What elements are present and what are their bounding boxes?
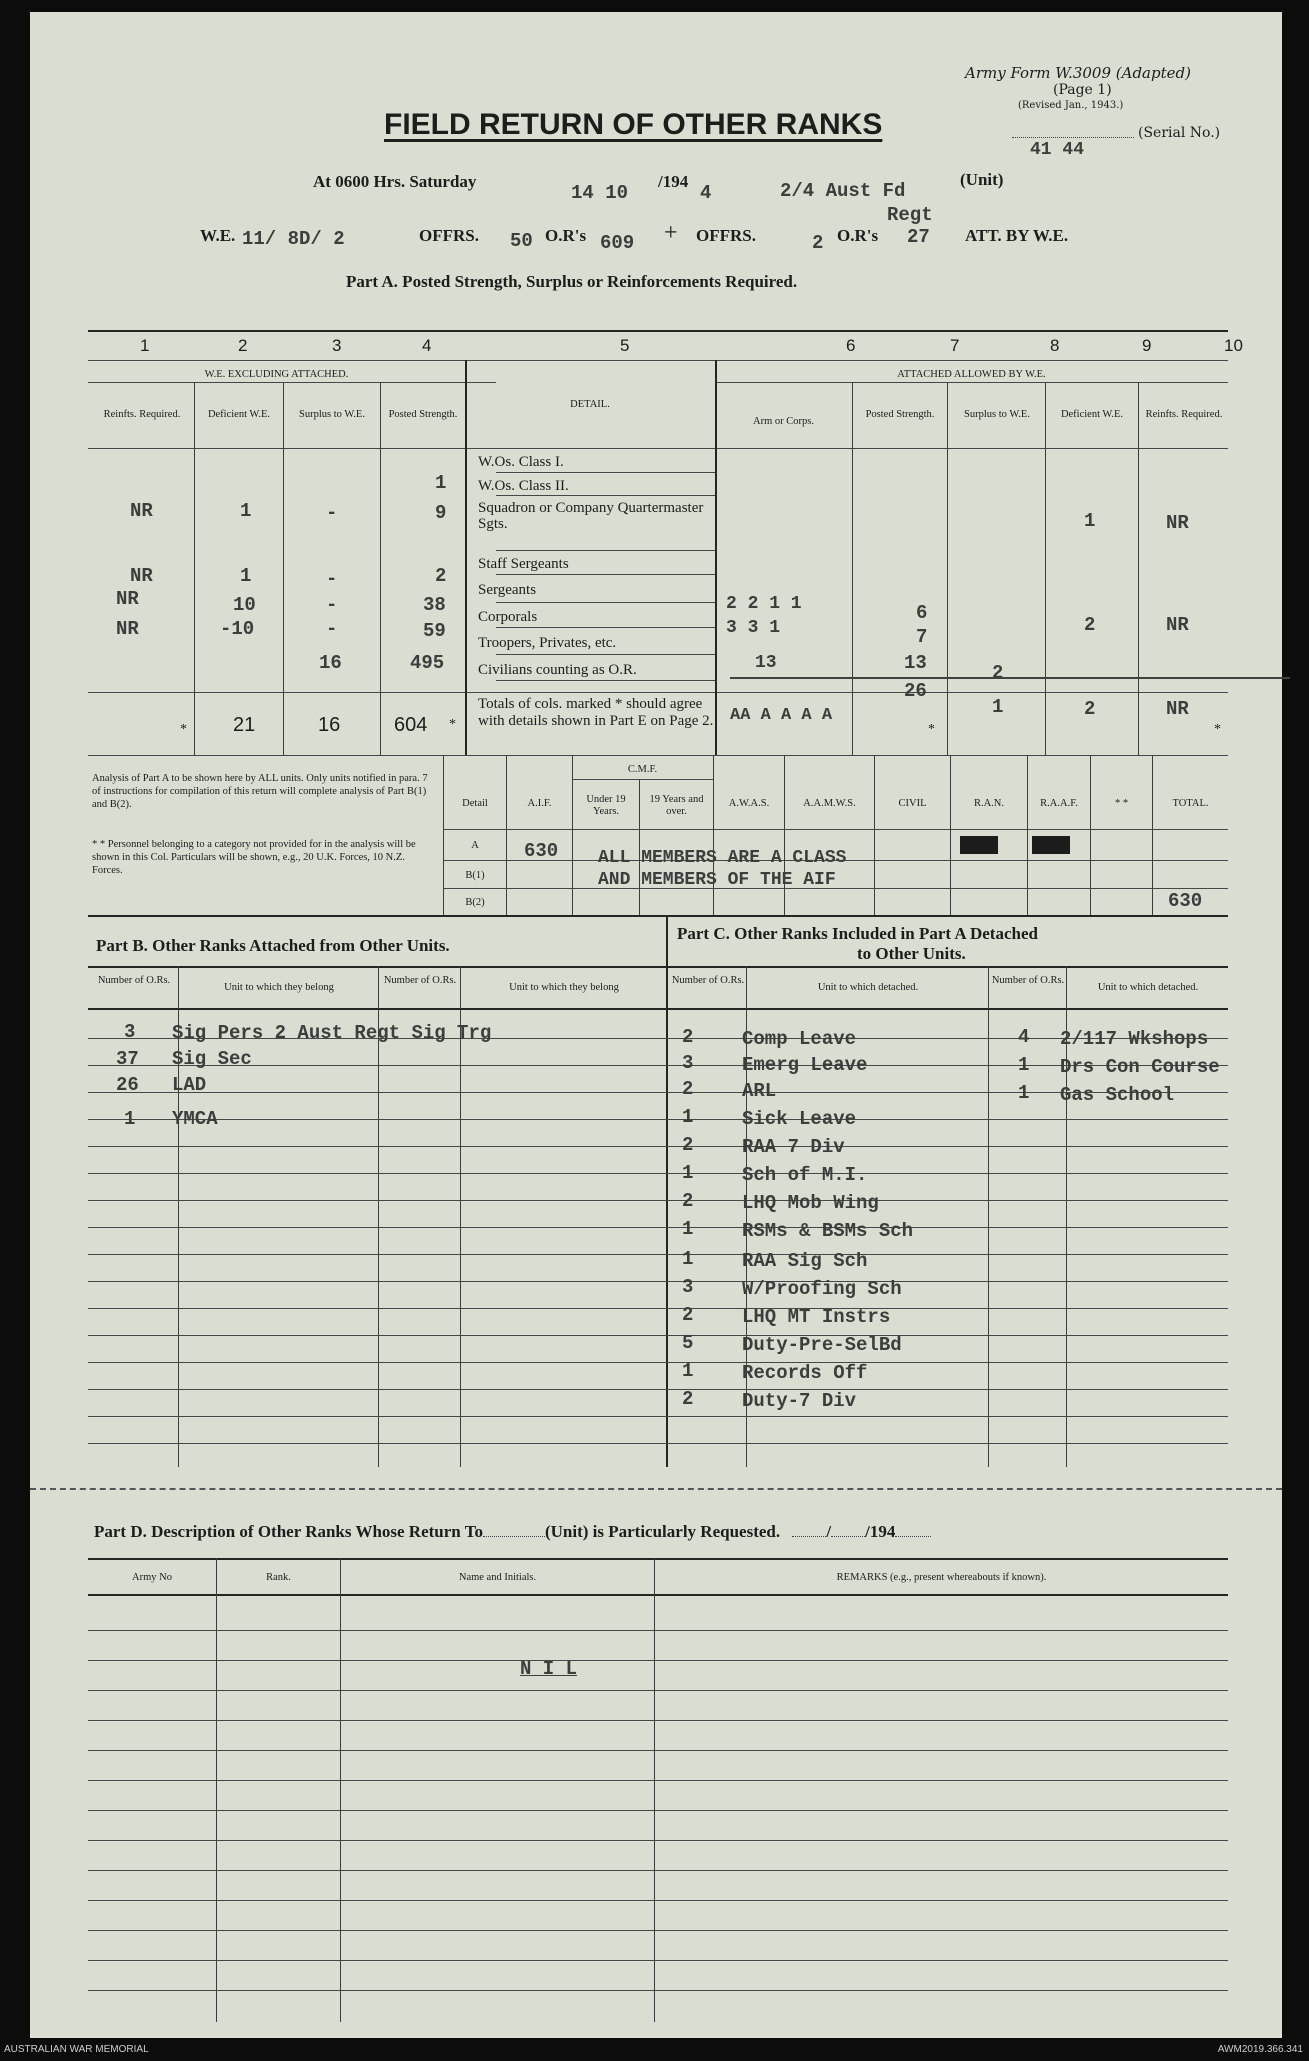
serial-typed: 41 44 — [1030, 140, 1085, 160]
colnum-1: 1 — [140, 336, 150, 355]
group-we-excluding: W.E. EXCLUDING ATTACHED. — [204, 369, 349, 380]
colnum-3: 3 — [332, 336, 342, 355]
part-d-date-blank-1 — [792, 1536, 826, 1537]
head-arm-corps: Arm or Corps. — [753, 416, 814, 427]
ors2-label: O.R's — [837, 226, 879, 245]
offrs2-typed: 2 — [812, 232, 824, 254]
att-by-we-label: ATT. BY W.E. — [965, 226, 1069, 245]
detail-corporals: Corporals — [478, 609, 538, 625]
part-d-top-rule — [88, 1558, 1228, 1560]
unit-typed: 2/4 Aust Fd — [780, 180, 906, 202]
at-hrs-label: At 0600 Hrs. Saturday — [313, 172, 477, 191]
posted-att-4: 26 — [904, 680, 927, 702]
detail-sergeants: Sergeants — [478, 582, 537, 598]
c-left-7-unit: LHQ Mob Wing — [742, 1192, 879, 1214]
deficient-att-1: 1 — [1084, 510, 1096, 532]
c-left-13-unit: Records Off — [742, 1362, 868, 1384]
year-printed: /194 — [658, 172, 689, 191]
star-1: * — [180, 722, 187, 737]
head-surplus: Surplus to W.E. — [299, 409, 365, 420]
b-head-num-1: Number of O.Rs. — [97, 975, 171, 986]
posted-att-2: 7 — [916, 626, 928, 648]
posted-typed-2: 9 — [435, 502, 447, 524]
d-col-1 — [216, 1558, 217, 2022]
an-typed-line-2: AND MEMBERS OF THE AIF — [598, 870, 836, 890]
an-over19: 19 Years and over. — [649, 794, 704, 817]
b-head-unit-2: Unit to which they belong — [509, 982, 619, 993]
b-row-2-n: 37 — [116, 1048, 139, 1070]
c-left-5-n: 2 — [682, 1134, 694, 1156]
redaction-box-1 — [960, 836, 998, 854]
c-left-11-n: 2 — [682, 1304, 694, 1326]
detail-wo1: W.Os. Class I. — [478, 454, 564, 470]
surplus-typed-3: - — [326, 594, 338, 616]
c-left-5-unit: RAA 7 Div — [742, 1136, 845, 1158]
reinf-att-2: NR — [1166, 614, 1189, 636]
d-line-12 — [88, 1960, 1228, 1961]
bc-line-10 — [88, 1281, 1228, 1282]
colnum-5: 5 — [620, 336, 630, 355]
head-deficient: Deficient W.E. — [207, 409, 271, 420]
detail-wo2: W.Os. Class II. — [478, 478, 569, 494]
detail-rule-8 — [496, 680, 715, 681]
reinf-att-3: NR — [1166, 698, 1189, 720]
c-left-14-unit: Duty-7 Div — [742, 1390, 857, 1412]
surplus-typed-1: - — [326, 502, 338, 524]
c-left-1-unit: Comp Leave — [742, 1028, 857, 1050]
ors-typed: 609 — [600, 232, 635, 254]
c-left-3-unit: ARL — [742, 1080, 777, 1102]
we-label: W.E. — [200, 226, 236, 245]
d-line-11 — [88, 1930, 1228, 1931]
bc-line-7 — [88, 1200, 1228, 1201]
surplus-typed-4: - — [326, 618, 338, 640]
part-a-title: Part A. Posted Strength, Surplus or Reinforcements Required. — [346, 272, 798, 291]
offrs-typed: 50 — [510, 230, 533, 252]
colnum-8: 8 — [1050, 336, 1060, 355]
part-bc-head-bottom — [88, 1008, 1228, 1010]
an-ran: R.A.N. — [973, 798, 1005, 809]
d-head-remarks: REMARKS (e.g., present whereabouts if known). — [836, 1572, 1047, 1583]
c-left-6-n: 1 — [682, 1162, 694, 1184]
footer-left: AUSTRALIAN WAR MEMORIAL — [4, 2044, 149, 2055]
redaction-box-2 — [1032, 836, 1070, 854]
an-total: TOTAL. — [1172, 798, 1209, 809]
an-col-1 — [506, 755, 507, 915]
c-left-6-unit: Sch of M.I. — [742, 1164, 868, 1186]
ors-label: O.R's — [545, 226, 587, 245]
posted-att-3: 13 — [904, 652, 927, 674]
unit-typed-2: Regt — [887, 204, 933, 226]
c-left-13-n: 1 — [682, 1360, 694, 1382]
c-right-1-n: 4 — [1018, 1026, 1030, 1048]
head-posted: Posted Strength. — [388, 409, 458, 420]
an-col-10 — [1152, 755, 1153, 915]
part-a-group-rule-right — [715, 382, 1228, 383]
part-d-title: Part D. Description of Other Ranks Whose Return To (Unit) is Particularly Requested. / /194 — [94, 1522, 931, 1542]
c-left-12-unit: Duty-Pre-SelBd — [742, 1334, 902, 1356]
d-head-name: Name and Initials. — [458, 1572, 537, 1583]
serial-label: (Serial No.) — [1138, 125, 1221, 141]
detail-rule-2 — [496, 495, 715, 496]
detail-totals: Totals of cols. marked * should agree with details shown in Part E on Page 2. — [478, 696, 714, 729]
head-reinfts: Reinfts. Required. — [103, 409, 181, 420]
deficient-att-3: 2 — [1084, 698, 1096, 720]
part-d-head-rule — [88, 1594, 1228, 1596]
d-line-3 — [88, 1690, 1228, 1691]
an-bottom-rule — [88, 915, 1228, 917]
bc-line-16 — [88, 1443, 1228, 1444]
surplus-typed-5: 16 — [319, 652, 342, 674]
column-numbers — [88, 336, 1243, 358]
an-head-rule — [443, 829, 1228, 830]
part-a-bottom-rule — [88, 755, 1228, 756]
an-row-b2: B(2) — [465, 897, 485, 908]
analysis-note-2: * * Personnel belonging to a category not provided for in the analysis will be shown in this Col. Particulars will be shown, e.g., 20 U.K. Forces, 10 N.Z. Forces. — [92, 839, 416, 876]
form-sheet — [30, 12, 1282, 2038]
bc-line-12 — [88, 1335, 1228, 1336]
head-detail: DETAIL. — [570, 399, 610, 410]
detail-rule-1 — [496, 472, 715, 473]
head-reinfts-att: Reinfts. Required. — [1145, 409, 1223, 420]
d-line-9 — [88, 1870, 1228, 1871]
deficient-typed-2: 1 — [240, 565, 252, 587]
an-row-a: A — [471, 840, 479, 851]
part-b-title: Part B. Other Ranks Attached from Other Units. — [96, 936, 450, 955]
head-deficient-att: Deficient W.E. — [1060, 409, 1124, 420]
c-left-11-unit: LHQ MT Instrs — [742, 1306, 891, 1328]
part-bc-divider — [666, 915, 668, 1467]
ors2-typed: 27 — [907, 226, 930, 248]
part-c-title-2: to Other Units. — [857, 944, 966, 963]
unit-label: (Unit) — [960, 170, 1004, 189]
detail-staff-sgts: Staff Sergeants — [478, 556, 569, 572]
c-head-unit-1: Unit to which detached. — [817, 982, 919, 993]
detail-qms: Squadron or Company Quartermaster Sgts. — [478, 500, 704, 532]
date-typed: 14 10 — [571, 182, 629, 204]
an-row-b1: B(1) — [465, 870, 485, 881]
reinf-typed-4: NR — [116, 618, 139, 640]
c-col-2 — [988, 966, 989, 1467]
colnum-4: 4 — [422, 336, 432, 355]
c-left-4-unit: Sick Leave — [742, 1108, 857, 1130]
arm-row-civ: 13 — [755, 653, 777, 673]
b-row-4-unit: YMCA — [172, 1108, 218, 1130]
surplus-att-2: 1 — [992, 696, 1004, 718]
an-col-9 — [1090, 755, 1091, 915]
colnum-9: 9 — [1142, 336, 1152, 355]
part-d-date-blank-2 — [831, 1536, 865, 1537]
colnum-2: 2 — [238, 336, 248, 355]
posted-typed-4: 38 — [423, 594, 446, 616]
typed-strike-line — [730, 677, 1290, 679]
offrs2-label: OFFRS. — [696, 226, 756, 245]
serial-line — [1012, 137, 1134, 138]
c-head-num-2: Number of O.Rs. — [991, 975, 1065, 986]
bc-line-6 — [88, 1173, 1228, 1174]
an-under19: Under 19 Years. — [586, 794, 626, 817]
form-revised: (Revised Jan., 1943.) — [1018, 100, 1124, 111]
c-left-9-n: 1 — [682, 1248, 694, 1270]
form-id: Army Form W.3009 (Adapted) — [965, 64, 1191, 82]
bc-line-4 — [88, 1119, 1228, 1120]
an-typed-line-1: ALL MEMBERS ARE A CLASS — [598, 848, 847, 868]
b-row-3-n: 26 — [116, 1074, 139, 1096]
star-2: * — [449, 717, 456, 732]
c-head-num-1: Number of O.Rs. — [671, 975, 745, 986]
an-aif-typed: 630 — [524, 840, 559, 862]
part-d-unit-blank — [483, 1536, 545, 1537]
d-line-7 — [88, 1810, 1228, 1811]
part-a-top-rule — [88, 330, 1228, 332]
form-page: (Page 1) — [1053, 82, 1112, 98]
part-d-title-end: /194 — [865, 1522, 896, 1541]
b-row-3-unit: LAD — [172, 1074, 207, 1096]
group-attached: ATTACHED ALLOWED BY W.E. — [897, 369, 1046, 380]
bc-line-5 — [88, 1146, 1228, 1147]
d-line-6 — [88, 1780, 1228, 1781]
b-row-1-n: 3 — [124, 1021, 136, 1043]
offrs-label: OFFRS. — [419, 226, 479, 245]
d-line-8 — [88, 1840, 1228, 1841]
col-rule-3 — [380, 382, 381, 755]
analysis-note-1: Analysis of Part A to be shown here by ALL units. Only units notified in para. 7 of instructions for compilation of this return will complete analysis of Part B(1) and B(2). — [92, 773, 428, 810]
an-col-6 — [874, 755, 875, 915]
c-left-10-unit: W/Proofing Sch — [742, 1278, 902, 1300]
plus-sign: + — [664, 220, 678, 246]
b-row-2-unit: Sig Sec — [172, 1048, 252, 1070]
deficient-att-2: 2 — [1084, 614, 1096, 636]
reinf-att-1: NR — [1166, 512, 1189, 534]
part-d-title-mid: (Unit) is Particularly Requested. — [544, 1522, 781, 1541]
an-civil: CIVIL — [898, 798, 927, 809]
b-row-1-unit: Sig Pers 2 Aust Regt Sig Trg — [172, 1022, 492, 1044]
c-left-8-n: 1 — [682, 1218, 694, 1240]
year-typed: 4 — [700, 182, 712, 204]
c-left-2-n: 3 — [682, 1052, 694, 1074]
an-aif: A.I.F. — [527, 798, 552, 809]
d-line-1 — [88, 1630, 1228, 1631]
surplus-att-1: 2 — [992, 662, 1004, 684]
col-rule-4 — [465, 360, 467, 755]
b-row-4-n: 1 — [124, 1108, 136, 1130]
c-left-7-n: 2 — [682, 1190, 694, 1212]
tear-line — [30, 1488, 1282, 1490]
d-col-2 — [340, 1558, 341, 2022]
posted-typed-5: 59 — [423, 620, 446, 642]
reinf-typed-3: NR — [116, 588, 139, 610]
an-cmf: C.M.F. — [627, 764, 658, 775]
d-line-4 — [88, 1720, 1228, 1721]
an-col-5 — [784, 755, 785, 915]
an-stars: * * — [1114, 798, 1129, 809]
col-rule-6 — [852, 382, 853, 755]
an-col-8 — [1027, 755, 1028, 915]
c-left-14-n: 2 — [682, 1388, 694, 1410]
c-left-9-unit: RAA Sig Sch — [742, 1250, 868, 1272]
an-raaf: R.A.A.F. — [1040, 798, 1078, 809]
star-3: * — [928, 722, 935, 737]
surplus-total: 16 — [318, 714, 341, 736]
detail-rule-7 — [496, 654, 715, 655]
d-col-3 — [654, 1558, 655, 2022]
d-head-rank: Rank. — [266, 1572, 291, 1583]
reinf-typed-1: NR — [130, 500, 153, 522]
c-head-unit-2: Unit to which detached. — [1097, 982, 1199, 993]
posted-att-1: 6 — [916, 602, 928, 624]
an-col-4 — [713, 755, 714, 915]
star-4: * — [1214, 722, 1221, 737]
c-left-12-n: 5 — [682, 1332, 694, 1354]
detail-rule-3 — [496, 550, 715, 551]
bc-line-8 — [88, 1227, 1228, 1228]
deficient-total: 21 — [233, 714, 256, 736]
bc-line-14 — [88, 1389, 1228, 1390]
col-rule-1 — [194, 382, 195, 755]
deficient-typed-3: 10 — [233, 594, 256, 616]
colnum-6: 6 — [846, 336, 856, 355]
deficient-typed-1: 1 — [240, 500, 252, 522]
c-left-8-unit: RSMs & BSMs Sch — [742, 1220, 914, 1242]
arm-row-sgts: 2 2 1 1 — [726, 594, 802, 614]
an-aamws: A.A.M.W.S. — [803, 798, 856, 809]
bc-line-2 — [88, 1065, 1228, 1066]
part-c-title — [677, 924, 1237, 964]
bc-line-11 — [88, 1308, 1228, 1309]
b-head-num-2: Number of O.Rs. — [383, 975, 457, 986]
we-typed: 11/ 8D/ 2 — [242, 228, 345, 250]
d-line-2 — [88, 1660, 1228, 1661]
bc-line-15 — [88, 1416, 1228, 1417]
head-surplus-att: Surplus to W.E. — [964, 409, 1030, 420]
bc-line-3 — [88, 1092, 1228, 1093]
d-line-5 — [88, 1750, 1228, 1751]
col-rule-9 — [1138, 382, 1139, 755]
reinf-typed-2: NR — [130, 565, 153, 587]
part-d-title-start: Part D. Description of Other Ranks Whose Return To — [94, 1522, 483, 1541]
detail-rule-5 — [496, 602, 715, 603]
arm-row-cpls: 3 3 1 — [726, 618, 781, 638]
d-line-13 — [88, 1990, 1228, 1991]
deficient-typed-4: -10 — [220, 618, 255, 640]
an-total-typed: 630 — [1168, 890, 1203, 912]
d-line-10 — [88, 1900, 1228, 1901]
c-left-1-n: 2 — [682, 1026, 694, 1048]
col-rule-2 — [283, 382, 284, 755]
an-detail: Detail — [462, 798, 488, 809]
an-col-7 — [950, 755, 951, 915]
colnum-10: 10 — [1224, 336, 1243, 355]
posted-typed-3: 2 — [435, 565, 447, 587]
detail-rule-4 — [496, 574, 715, 575]
an-awas: A.W.A.S. — [728, 798, 770, 809]
c-right-2-unit: Drs Con Course — [1060, 1056, 1220, 1078]
posted-typed-6: 495 — [410, 652, 445, 674]
colnum-7: 7 — [950, 336, 960, 355]
d-nil-typed: N I L — [520, 1658, 578, 1680]
col-rule-8 — [1045, 382, 1046, 755]
bc-line-13 — [88, 1362, 1228, 1363]
part-c-title-1: Part C. Other Ranks Included in Part A Detached — [677, 924, 1038, 943]
part-a-colnum-rule — [88, 360, 1228, 361]
page-title: FIELD RETURN OF OTHER RANKS — [384, 108, 883, 141]
detail-civilians: Civilians counting as O.R. — [478, 662, 637, 678]
d-head-army-no: Army No — [132, 1572, 172, 1583]
c-left-4-n: 1 — [682, 1106, 694, 1128]
head-posted-att: Posted Strength. — [865, 409, 935, 420]
part-a-group-rule-left — [88, 382, 496, 383]
c-right-3-n: 1 — [1018, 1082, 1030, 1104]
b-head-unit-1: Unit to which they belong — [224, 982, 334, 993]
c-right-3-unit: Gas School — [1060, 1084, 1175, 1106]
corps-codes: AA A A A A — [730, 706, 833, 725]
c-left-2-unit: Emerg Leave — [742, 1054, 868, 1076]
part-a-totals-rule — [88, 692, 1228, 693]
posted-typed-1: 1 — [435, 472, 447, 494]
posted-total: 604 — [394, 714, 428, 736]
col-rule-7 — [947, 382, 948, 755]
c-right-2-n: 1 — [1018, 1054, 1030, 1076]
part-bc-head-top — [88, 966, 1228, 968]
bc-line-9 — [88, 1254, 1228, 1255]
footer-right: AWM2019.366.341 — [1217, 2044, 1303, 2055]
part-d-year-blank — [895, 1536, 931, 1537]
surplus-typed-2: - — [326, 568, 338, 590]
an-cmf-rule — [572, 779, 713, 780]
detail-rule-6 — [496, 627, 715, 628]
c-left-10-n: 3 — [682, 1276, 694, 1298]
detail-privates: Troopers, Privates, etc. — [478, 635, 617, 651]
part-a-head-rule — [88, 448, 1228, 449]
an-col-0 — [443, 755, 444, 915]
c-left-3-n: 2 — [682, 1078, 694, 1100]
c-right-1-unit: 2/117 Wkshops — [1060, 1028, 1209, 1050]
